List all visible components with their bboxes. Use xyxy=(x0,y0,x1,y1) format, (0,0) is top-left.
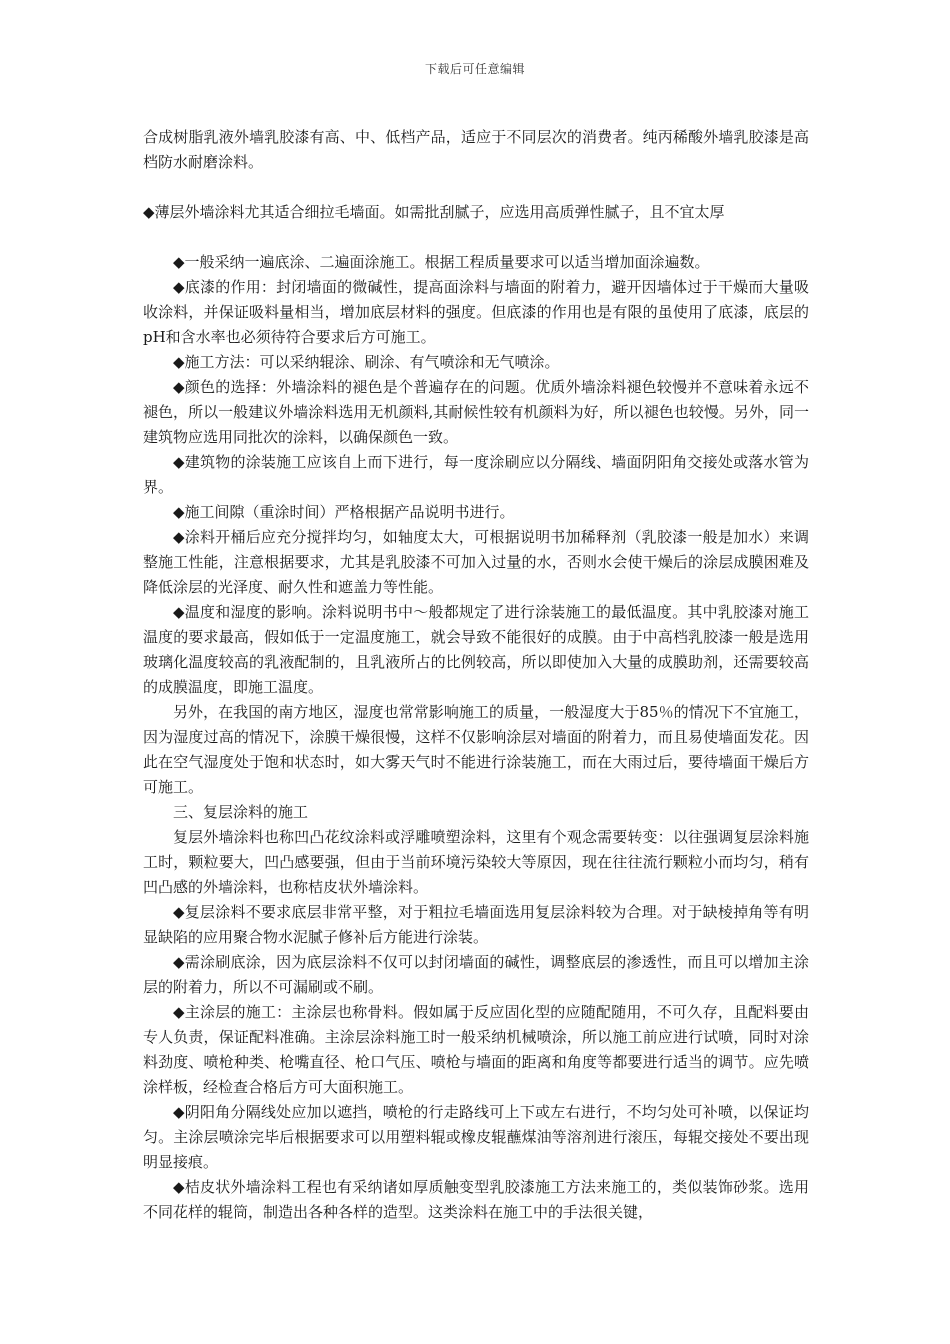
paragraph-color-choice: ◆颜色的选择：外墙涂料的褪色是个普遍存在的问题。优质外墙涂料褪色较慢并不意味着永远不褪色，所以一般建议外墙涂料选用无机颜料,其耐候性较有机颜料为好，所以褪色也较慢。另外，同一建筑物应选用同批次的涂料，以确保颜色一致。 xyxy=(143,378,809,446)
paragraph-corners: ◆阴阳角分隔线处应加以遮挡，喷枪的行走路线可上下或左右进行，不均匀处可补喷，以保证均匀。主涂层喷涂完毕后根据要求可以用塑料辊或橡皮辊蘸煤油等溶剂进行滚压，每辊交接处不要出现明显接痕。 xyxy=(143,1103,809,1171)
paragraph-multilayer-intro: 复层外墙涂料也称凹凸花纹涂料或浮雕喷塑涂料，这里有个观念需要转变：以往强调复层涂料施工时，颗粒要大，凹凸感要强，但由于当前环境污染较大等原因，现在往往流行颗粒小而均匀，稍有凹凸感的外墙涂料，也称桔皮状外墙涂料。 xyxy=(143,828,809,896)
paragraph-primer-role: ◆底漆的作用：封闭墙面的微碱性，提高面涂料与墙面的附着力，避开因墙体过于干燥而大量吸收涂料，并保证吸料量相当，增加底层材料的强度。但底漆的作用也是有限的虽使用了底漆，底层的pH和含水率也必须待符合要求后方可施工。 xyxy=(143,278,809,346)
paragraph-main-coat: ◆主涂层的施工：主涂层也称骨料。假如属于反应固化型的应随配随用，不可久存，且配料要由专人负责，保证配料准确。主涂层涂料施工时一般采纳机械喷涂，所以施工前应进行试喷，同时对涂料劲度、喷枪种类、枪嘴直径、枪口气压、喷枪与墙面的距离和角度等都要进行适当的调节。应先喷涂样板，经检查合格后方可大面积施工。 xyxy=(143,1003,809,1096)
paragraph-orange-peel: ◆桔皮状外墙涂料工程也有采纳诸如厚质触变型乳胶漆施工方法来施工的，类似装饰砂浆。选用不同花样的辊筒，制造出各种各样的造型。这类涂料在施工中的手法很关键， xyxy=(143,1178,809,1221)
paragraph-thin-coating: ◆薄层外墙涂料尤其适合细拉毛墙面。如需批刮腻子，应选用高质弹性腻子，且不宜太厚 xyxy=(143,203,725,221)
paragraph-top-down: ◆建筑物的涂装施工应该自上而下进行，每一度涂刷应以分隔线、墙面阴阳角交接处或落水管为界。 xyxy=(143,453,809,496)
paragraph-recoat-time: ◆施工间隙（重涂时间）严格根据产品说明书进行。 xyxy=(173,503,515,521)
section-heading-multilayer: 三、复层涂料的施工 xyxy=(173,803,309,821)
paragraph-temperature: ◆温度和湿度的影响。涂料说明书中～般都规定了进行涂装施工的最低温度。其中乳胶漆对施工温度的要求最高，假如低于一定温度施工，就会导致不能很好的成膜。由于中高档乳胶漆一般是选用玻璃化温度较高的乳液配制的，且乳液所占的比例较高，所以即使加入大量的成膜助剂，还需要较高的成膜温度，即施工温度。 xyxy=(143,603,809,696)
paragraph-stirring: ◆涂料开桶后应充分搅拌均匀，如轴度太大，可根据说明书加稀释剂（乳胶漆一般是加水）来调整施工性能，注意根据要求，尤其是乳胶漆不可加入过量的水，否则水会使干燥后的涂层成膜困难及降低涂层的光泽度、耐久性和遮盖力等性能。 xyxy=(143,528,809,596)
paragraph-application-methods: ◆施工方法：可以采纳辊涂、刷涂、有气喷涂和无气喷涂。 xyxy=(173,353,560,371)
paragraph-substrate: ◆复层涂料不要求底层非常平整，对于粗拉毛墙面选用复层涂料较为合理。对于缺棱掉角等有明显缺陷的应用聚合物水泥腻子修补后方能进行涂装。 xyxy=(143,903,809,946)
page-header: 下载后可任意编辑 xyxy=(424,62,525,76)
document-body xyxy=(143,125,809,1225)
paragraph-humidity: 另外，在我国的南方地区，湿度也常常影响施工的质量，一般湿度大于85％的情况下不宜施工，因为湿度过高的情况下，涂膜干燥很慢，这样不仅影响涂层对墙面的附着力，而且易使墙面发花。因此在空气湿度处于饱和状态时，如大雾天气时不能进行涂装施工，而在大雨过后，要待墙面干燥后方可施工。 xyxy=(143,703,809,796)
paragraph-coating-passes: ◆一般采纳一遍底涂、二遍面涂施工。根据工程质量要求可以适当增加面涂遍数。 xyxy=(173,253,710,271)
paragraph-intro: 合成树脂乳液外墙乳胶漆有高、中、低档产品，适应于不同层次的消费者。纯丙稀酸外墙乳胶漆是高档防水耐磨涂料。 xyxy=(143,128,809,171)
paragraph-base-coat: ◆需涂刷底涂，因为底层涂料不仅可以封闭墙面的碱性，调整底层的渗透性，而且可以增加主涂层的附着力，所以不可漏刷或不刷。 xyxy=(143,953,809,996)
